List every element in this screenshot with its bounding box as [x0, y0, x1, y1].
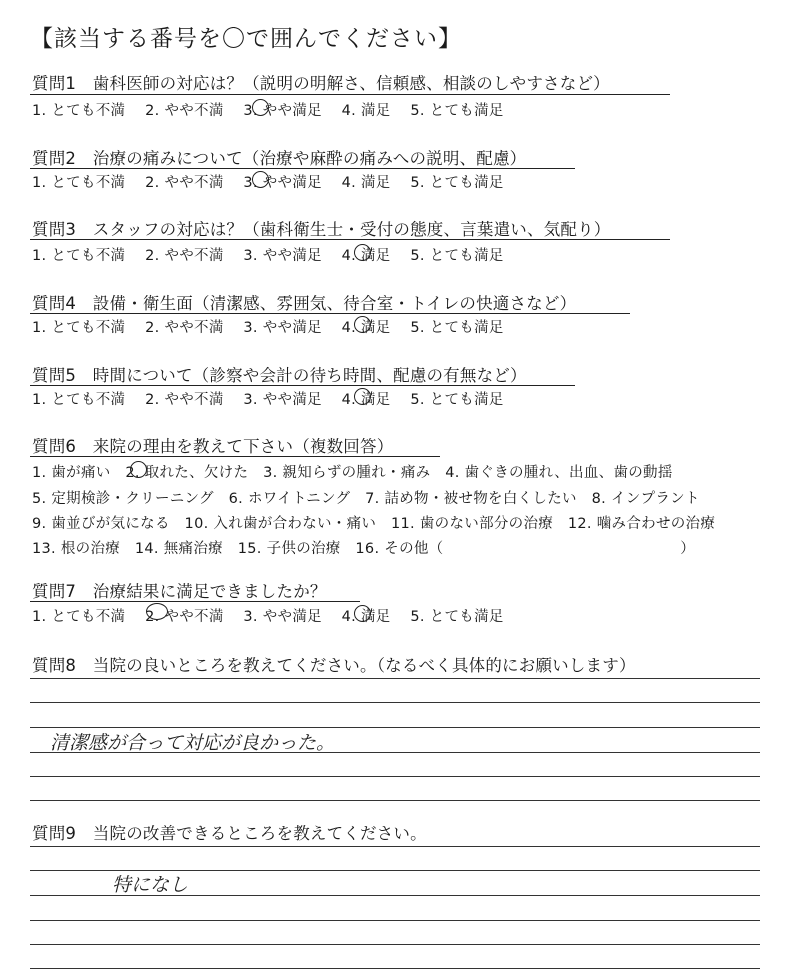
option-num[interactable]: 5. [410, 103, 425, 119]
option-num[interactable]: 1. [32, 103, 47, 119]
question-7-options [32, 605, 504, 626]
option-num[interactable]: 4. [341, 103, 357, 119]
answer-line [30, 944, 760, 945]
answer-line [30, 800, 760, 801]
option-num[interactable]: 4. [341, 175, 357, 191]
option-text[interactable]: やや不満 [164, 392, 224, 408]
option-text[interactable]: やや不満 [164, 103, 224, 119]
answer-line [30, 846, 760, 847]
answer-line [30, 776, 760, 777]
answer-circle [354, 605, 371, 622]
handwritten-answer[interactable]: 清潔感が合って対応が良かった。 [50, 732, 336, 754]
question-9-label: 質問9 当院の改善できるところを教えてください。 [32, 824, 427, 843]
option-num[interactable]: 3. [243, 175, 258, 191]
option-num[interactable]: 1. [32, 248, 47, 264]
answer-circle [354, 244, 371, 261]
question-6-row-1: 1. 歯が痛い 2. 取れた、欠けた 3. 親知らずの腫れ・痛み 4. 歯ぐきの腫れ、出血、歯の動揺 [32, 465, 673, 481]
option-text[interactable]: とても満足 [429, 248, 504, 264]
option-text[interactable]: やや満足 [262, 320, 322, 336]
option-text[interactable]: やや満足 [262, 609, 322, 625]
answer-line [30, 702, 760, 703]
question-7-underline [30, 601, 360, 602]
option-text[interactable]: とても不満 [51, 609, 126, 625]
option-num[interactable]: 2. [145, 248, 160, 264]
option-num[interactable]: 5. [410, 248, 425, 264]
option-num[interactable]: 1. [32, 609, 47, 625]
answer-circle [130, 461, 147, 478]
option-text[interactable]: 満足 [361, 248, 391, 264]
question-2-underline [30, 168, 575, 169]
question-6-row-4: 13. 根の治療 14. 無痛治療 15. 子供の治療 16. その他（ ） [32, 541, 696, 557]
option-num[interactable]: 4. [341, 392, 357, 408]
option-num[interactable]: 2. [145, 392, 160, 408]
option-text[interactable]: 満足 [361, 609, 391, 625]
option-num[interactable]: 5. [410, 175, 425, 191]
option-text[interactable]: とても不満 [51, 175, 126, 191]
option-text[interactable]: とても満足 [429, 175, 504, 191]
option-text[interactable]: やや満足 [262, 175, 322, 191]
question-1-label: 質問1 歯科医師の対応は？（説明の明解さ、信頼感、相談のしやすさなど） [32, 74, 610, 93]
option-text[interactable]: とても満足 [429, 103, 504, 119]
question-3-underline [30, 239, 670, 240]
option-num[interactable]: 2. [145, 103, 160, 119]
answer-circle [354, 388, 371, 405]
option-num[interactable]: 3. [243, 103, 258, 119]
question-6-row-2: 5. 定期検診・クリーニング 6. ホワイトニング 7. 詰め物・被せ物を白くしたい 8. インプラント [32, 491, 700, 507]
option-text[interactable]: やや満足 [262, 103, 322, 119]
option-num[interactable]: 1. [32, 392, 47, 408]
option-num[interactable]: 5. [410, 392, 425, 408]
option-text[interactable]: 満足 [361, 103, 391, 119]
option-text[interactable]: とても満足 [429, 392, 504, 408]
scribble-mark [146, 603, 168, 620]
option-num[interactable]: 5. [410, 320, 425, 336]
option-text[interactable]: 満足 [361, 175, 391, 191]
answer-line [30, 968, 760, 969]
answer-circle [252, 171, 269, 188]
question-3-label: 質問3 スタッフの対応は？（歯科衛生士・受付の態度、言葉遣い、気配り） [32, 220, 611, 239]
option-text[interactable]: やや不満 [164, 175, 224, 191]
option-num[interactable]: 2. [145, 320, 160, 336]
option-text[interactable]: とても不満 [51, 392, 126, 408]
option-num[interactable]: 4. [341, 248, 357, 264]
answer-line [30, 678, 760, 679]
option-num[interactable]: 2. [145, 609, 160, 625]
option-text[interactable]: やや不満 [164, 320, 224, 336]
option-text[interactable]: やや不満 [164, 609, 224, 625]
question-5-options [32, 388, 504, 409]
question-6-label: 質問6 来院の理由を教えて下さい（複数回答） [32, 437, 394, 456]
option-num[interactable]: 1. [32, 320, 47, 336]
question-4-label: 質問4 設備・衛生面（清潔感、雰囲気、待合室・トイレの快適さなど） [32, 294, 577, 313]
option-num[interactable]: 3. [243, 320, 258, 336]
question-1-underline [30, 94, 670, 95]
option-num[interactable]: 5. [410, 609, 425, 625]
option-num[interactable]: 3. [243, 609, 258, 625]
handwritten-answer[interactable]: 特になし [112, 874, 189, 896]
question-2-label: 質問2 治療の痛みについて（治療や麻酔の痛みへの説明、配慮） [32, 149, 527, 168]
question-6-underline [30, 456, 440, 457]
option-text[interactable]: やや満足 [262, 392, 322, 408]
option-num[interactable]: 4. [341, 609, 357, 625]
option-text[interactable]: やや不満 [164, 248, 224, 264]
option-text[interactable]: 満足 [361, 392, 391, 408]
question-6-row-3: 9. 歯並びが気になる 10. 入れ歯が合わない・痛い 11. 歯のない部分の治療 12. 噛み合わせの治療 [32, 516, 716, 532]
question-4-options [32, 316, 504, 337]
option-text[interactable]: やや満足 [262, 248, 322, 264]
page-title: 【該当する番号を〇で囲んでください】 [30, 26, 462, 52]
question-5-underline [30, 385, 575, 386]
option-text[interactable]: とても不満 [51, 248, 126, 264]
option-text[interactable]: とても満足 [429, 320, 504, 336]
answer-circle [354, 316, 371, 333]
question-4-underline [30, 313, 630, 314]
option-num[interactable]: 1. [32, 175, 47, 191]
option-num[interactable]: 2. [145, 175, 160, 191]
option-num[interactable]: 3. [243, 392, 258, 408]
option-text[interactable]: 満足 [361, 320, 391, 336]
option-text[interactable]: とても不満 [51, 103, 126, 119]
option-text[interactable]: とても満足 [429, 609, 504, 625]
answer-circle [252, 99, 269, 116]
answer-line [30, 920, 760, 921]
option-num[interactable]: 4. [341, 320, 357, 336]
option-text[interactable]: とても不満 [51, 320, 126, 336]
question-7-label: 質問7 治療結果に満足できましたか？ [32, 582, 327, 601]
question-5-label: 質問5 時間について（診察や会計の待ち時間、配慮の有無など） [32, 366, 527, 385]
option-num[interactable]: 3. [243, 248, 258, 264]
question-8-label: 質問8 当院の良いところを教えてください。（なるべく具体的にお願いします） [32, 656, 636, 675]
question-3-options [32, 244, 504, 265]
